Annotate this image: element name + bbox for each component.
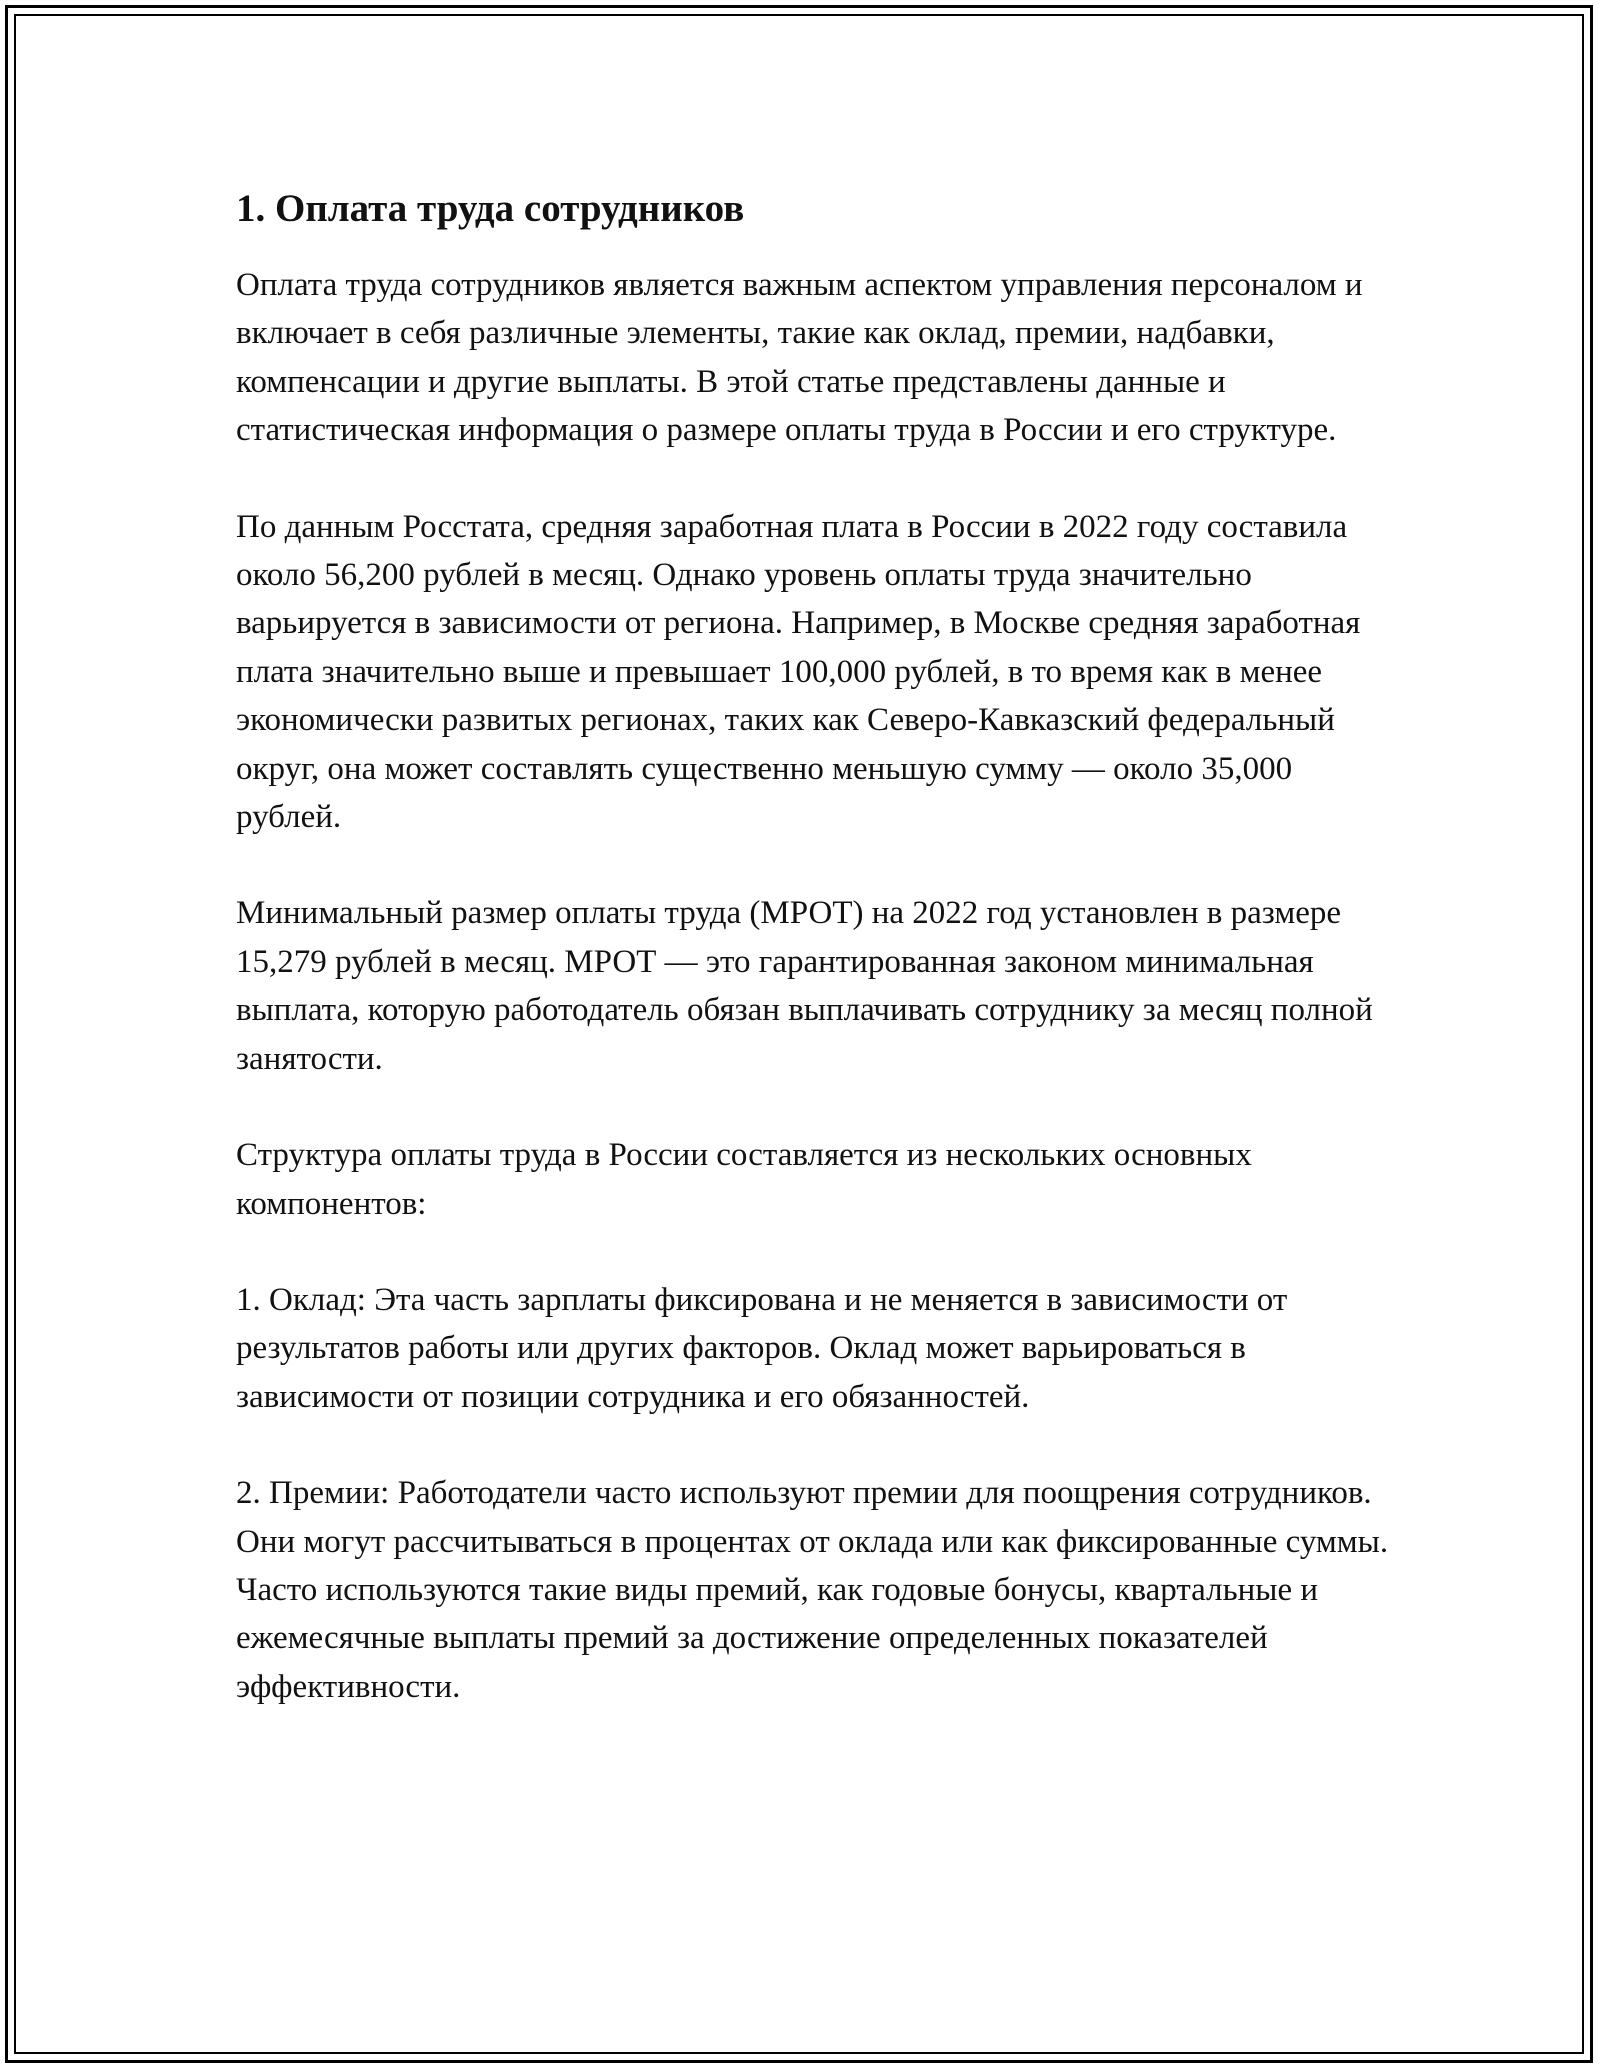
paragraph-intro: Оплата труда сотрудников является важным аспектом управления персоналом и включает в себя различные элементы, такие как оклад, премии, надбавки, компенсации и другие выплаты. В этой статье представлены данные и статистическая информация о размере оплаты труда в России и его структуре. [236, 267, 1363, 449]
paragraph-bonus-component: 2. Премии: Работодатели часто используют премии для поощрения сотрудников. Они могут рассчитываться в процентах от оклада или как фиксированные суммы. Часто используются такие виды премий, как годовые бонусы, квартальные и ежемесячные выплаты премий за достижение определенных показателей эффективности. [236, 1475, 1389, 1705]
section-heading: 1. Оплата труда сотрудников [236, 187, 745, 230]
document-body [236, 186, 1396, 1759]
paragraph-salary-component: 1. Оклад: Эта часть зарплаты фиксирована и не меняется в зависимости от результатов работы или других факторов. Оклад может варьироваться в зависимости от позиции сотрудника и его обязанностей. [236, 1281, 1288, 1415]
paragraph-structure-intro: Структура оплаты труда в России составляется из нескольких основных компонентов: [236, 1137, 1252, 1222]
paragraph-average-salary: По данным Росстата, средняя заработная плата в России в 2022 году составила около 56,200 рублей в месяц. Однако уровень оплаты труда значительно варьируется в зависимости от региона. Например, в Москве средняя заработная плата значительно выше и превышает 100,000 рублей, в то время как в менее экономически развитых регионах, таких как Северо-Кавказский федеральный округ, она может составлять существенно меньшую сумму — около 35,000 рублей. [236, 508, 1361, 836]
paragraph-minimum-wage: Минимальный размер оплаты труда (МРОТ) на 2022 год установлен в размере 15,279 рублей в месяц. МРОТ — это гарантированная законом минимальная выплата, которую работодатель обязан выплачивать сотруднику за месяц полной занятости. [236, 895, 1373, 1077]
